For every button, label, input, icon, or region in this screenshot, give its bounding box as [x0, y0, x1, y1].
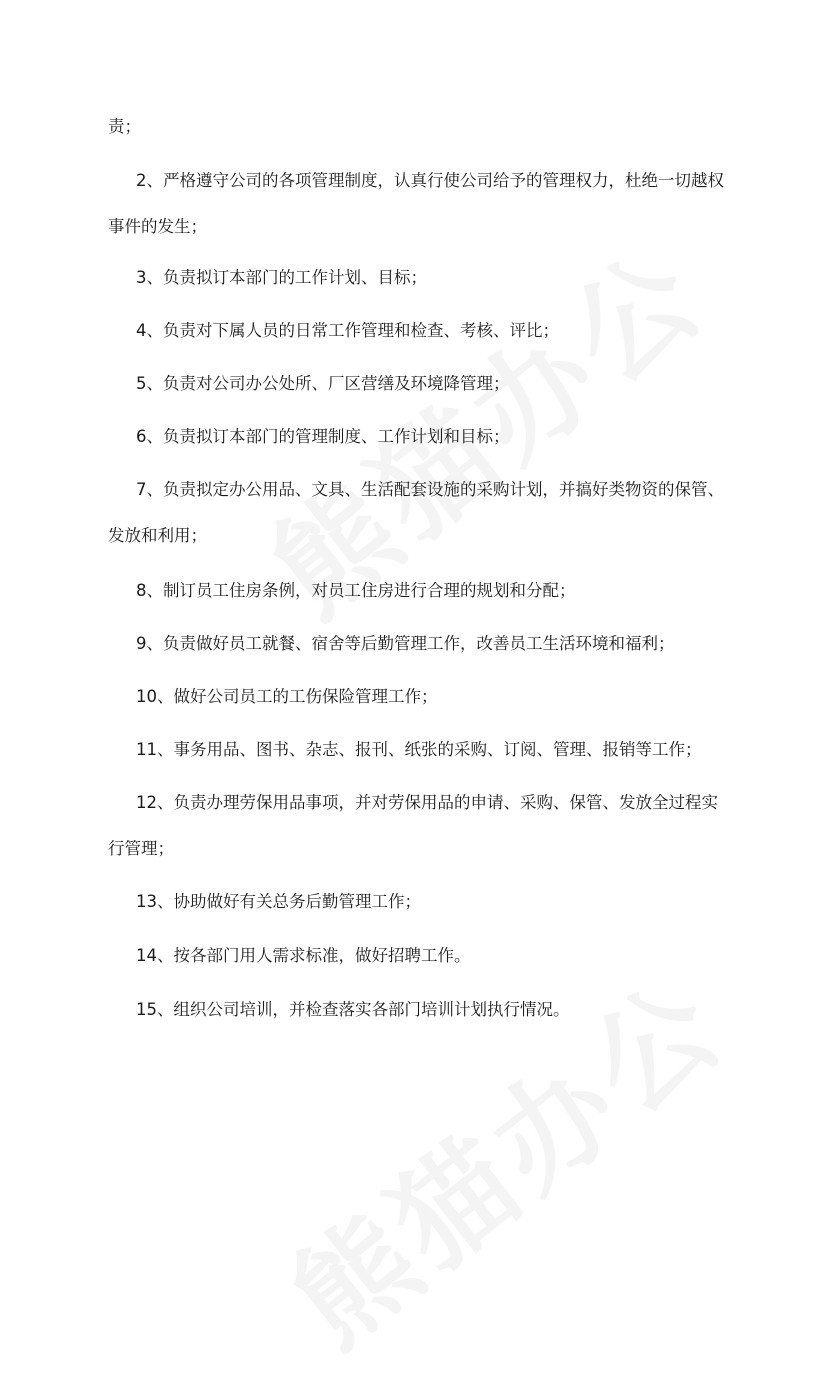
paragraph-item-7 [108, 467, 730, 559]
paragraph-item-5 [108, 361, 730, 407]
paragraph-line: 15、组织公司培训，并检查落实各部门培训计划执行情况。 [136, 1000, 570, 1019]
paragraph-item-9 [108, 621, 730, 667]
paragraph-line: 8、制订员工住房条例，对员工住房进行合理的规划和分配； [136, 581, 576, 600]
paragraph-item-6 [108, 414, 730, 460]
paragraph-line: 14、按各部门用人需求标准，做好招聘工作。 [136, 946, 471, 965]
paragraph-line: 3、负责拟订本部门的工作计划、目标； [136, 268, 427, 287]
paragraph-line: 7、负责拟定办公用品、文具、生活配套设施的采购计划，并搞好类物资的保管、 [136, 480, 724, 499]
paragraph-line: 13、协助做好有关总务后勤管理工作； [136, 892, 421, 911]
paragraph-item-11 [108, 727, 730, 773]
paragraph-item-3 [108, 255, 730, 301]
paragraph-line: 4、负责对下属人员的日常工作管理和检查、考核、评比； [136, 321, 559, 340]
paragraph-line: 6、负责拟订本部门的管理制度、工作计划和目标； [136, 427, 510, 446]
paragraph-item-8 [108, 568, 730, 614]
paragraph-line: 5、负责对公司办公处所、厂区营缮及环境降管理； [136, 374, 510, 393]
paragraph-item-15 [108, 987, 730, 1033]
paragraph-line: 12、负责办理劳保用品事项，并对劳保用品的申请、采购、保管、发放全过程实 [136, 793, 718, 812]
paragraph-line: 11、事务用品、图书、杂志、报刊、纸张的采购、订阅、管理、报销等工作； [136, 740, 702, 759]
paragraph-item-2 [108, 158, 730, 250]
paragraph-item-12 [108, 780, 730, 872]
paragraph-line: 责； [108, 117, 141, 136]
paragraph-item-13 [108, 879, 730, 925]
paragraph-item-10 [108, 674, 730, 720]
paragraph-line: 行管理； [108, 839, 174, 858]
paragraph-line: 事件的发生； [108, 217, 207, 236]
paragraph-line: 发放和利用； [108, 526, 207, 545]
paragraph-line: 10、做好公司员工的工伤保险管理工作； [136, 687, 438, 706]
paragraph-line: 9、负责做好员工就餐、宿舍等后勤管理工作，改善员工生活环境和福利； [136, 634, 675, 653]
paragraph-line: 2、严格遵守公司的各项管理制度，认真行使公司给予的管理权力，杜绝一切越权 [136, 171, 724, 190]
paragraph-item-14 [108, 933, 730, 979]
paragraph-item-4 [108, 308, 730, 354]
paragraph-continuation [108, 104, 730, 150]
